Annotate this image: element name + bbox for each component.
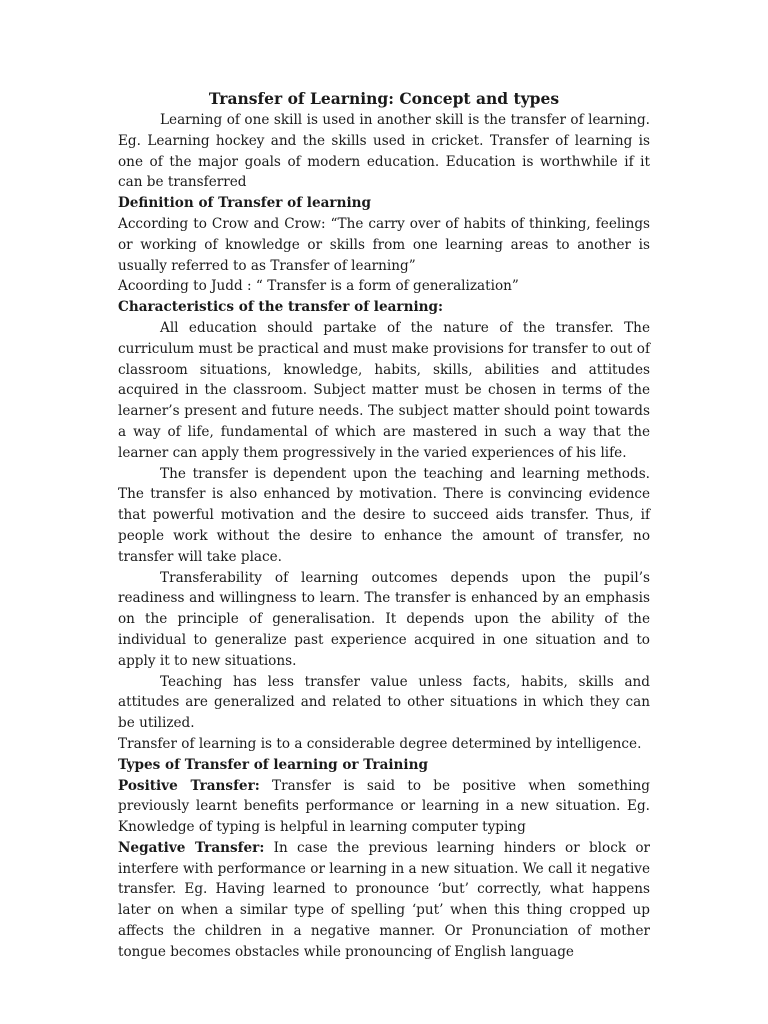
characteristics-paragraph: Transferability of learning outcomes depends upon the pupil’s readiness and willingness to learn. The transfer is enhanced by an emphasis on the principle of generalisation. It depends upon the ability of the individual to generalize past experience acquired in one situation and to apply it to new situations.	[118, 569, 650, 669]
document-page	[118, 88, 650, 963]
positive-transfer-paragraph	[118, 776, 650, 838]
types-heading: Types of Transfer of learning or Training	[118, 756, 428, 773]
characteristics-paragraph: All education should partake of the nature of the transfer. The curriculum must be practical and must make provisions for transfer to out of classroom situations, knowledge, habits, skills, abilities and attitudes acquired in the classroom. Subject matter must be chosen in terms of the learner’s present and future needs. The subject matter should point towards a way of life, fundamental of which are mastered in such a way that the learner can apply them progressively in the varied experiences of his life.	[118, 319, 650, 461]
characteristics-paragraph: The transfer is dependent upon the teaching and learning methods. The transfer is also enhanced by motivation. There is convincing evidence that powerful motivation and the desire to succeed aids transfer. Thus, if people work without the desire to enhance the amount of transfer, no transfer will take place.	[118, 465, 650, 565]
negative-transfer-text: In case the previous learning hinders or block or interfere with performance or learning in a new situation. We call it negative transfer. Eg. Having learned to pronounce ‘but’ correctly, what happens later on when a similar type of spelling ‘put’ when this thing cropped up affects the children in a negative manner. Or Pronunciation of mother tongue becomes obstacles while pronouncing of English language	[118, 839, 651, 960]
characteristics-heading: Characteristics of the transfer of learning:	[118, 299, 444, 316]
document-title: Transfer of Learning: Concept and types	[208, 89, 560, 108]
intelligence-note: Transfer of learning is to a considerable degree determined by intelligence.	[118, 735, 642, 752]
negative-transfer-paragraph	[118, 838, 650, 963]
definition-judd: Acoording to Judd : “ Transfer is a form of generalization”	[118, 278, 519, 295]
positive-transfer-label: Positive Transfer:	[118, 777, 260, 794]
positive-transfer-text: Transfer is said to be positive when something previously learnt benefits performance or learning in a new situation. Eg. Knowledge of typing is helpful in learning computer typing	[118, 777, 650, 836]
characteristics-paragraph: Teaching has less transfer value unless facts, habits, skills and attitudes are generalized and related to other situations in which they can be utilized.	[118, 673, 650, 732]
negative-transfer-label: Negative Transfer:	[118, 839, 265, 856]
definition-crow: According to Crow and Crow: “The carry over of habits of thinking, feelings or working of knowledge or skills from one learning areas to another is usually referred to as Transfer of learning”	[118, 215, 650, 274]
definition-heading: Definition of Transfer of learning	[118, 195, 372, 212]
intro-paragraph: Learning of one skill is used in another skill is the transfer of learning. Eg. Learning hockey and the skills used in cricket. Transfer of learning is one of the major goals of modern education. Education is worthwhile if it can be transferred	[118, 112, 650, 191]
